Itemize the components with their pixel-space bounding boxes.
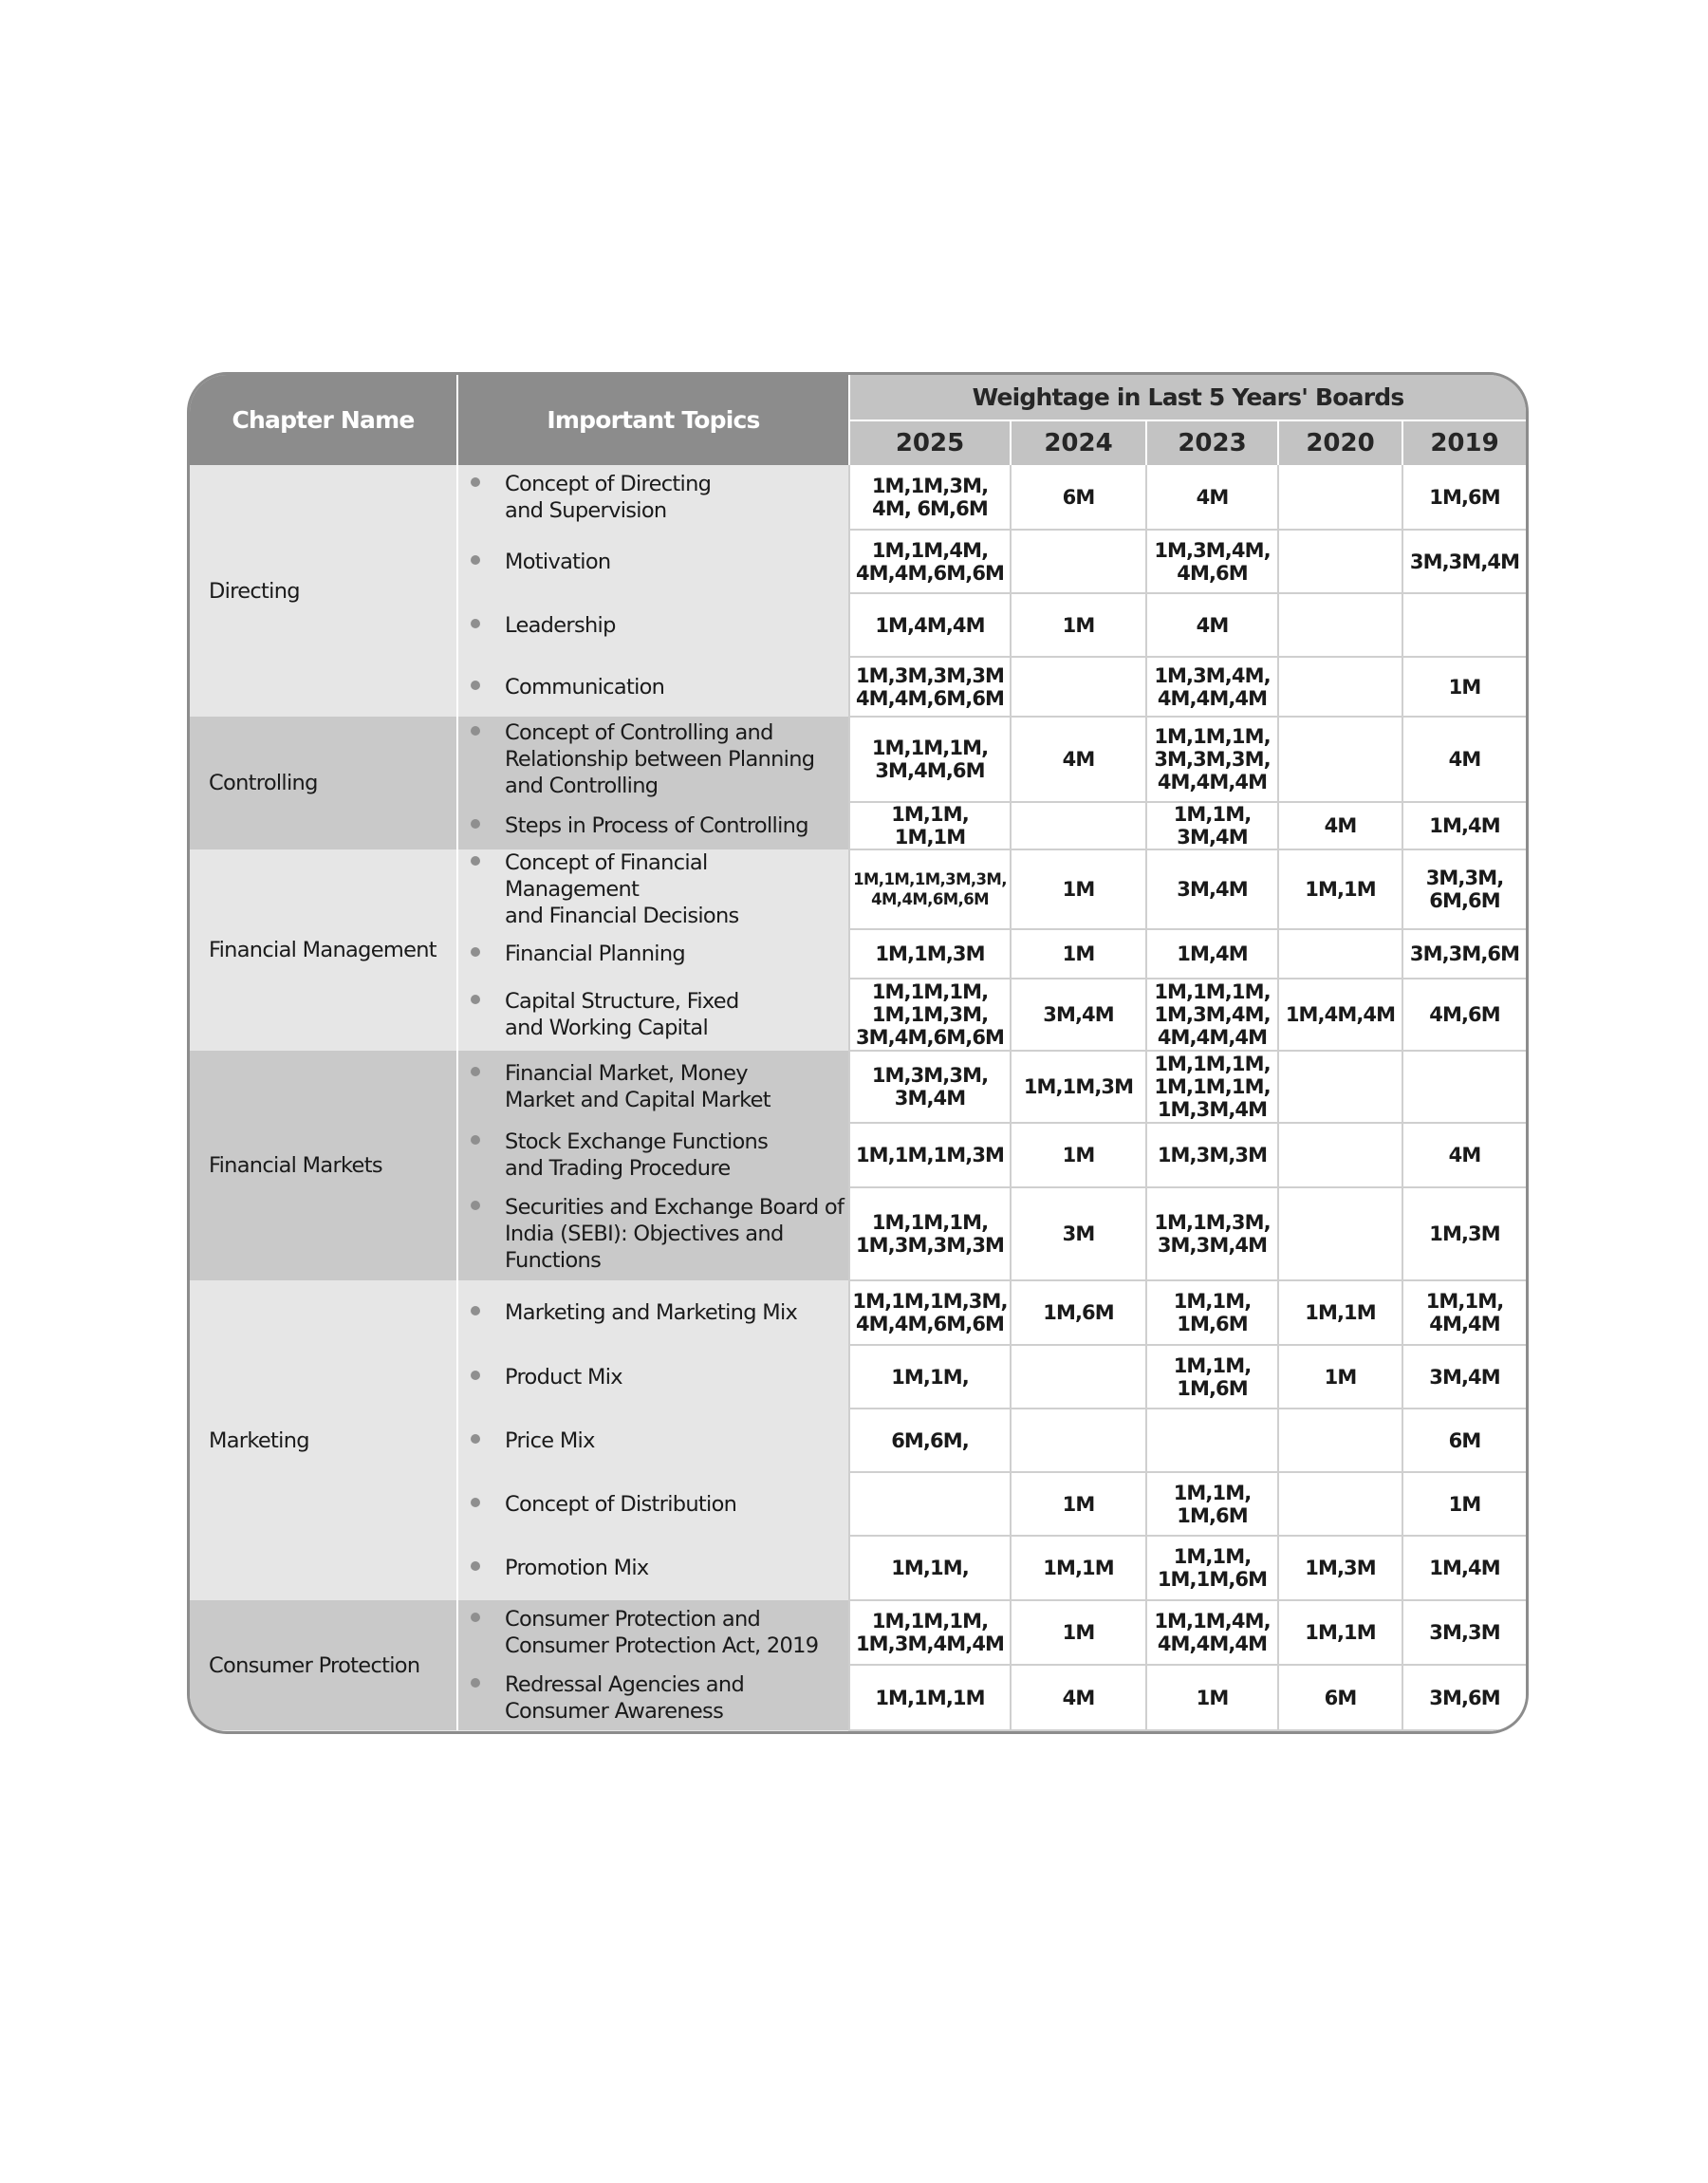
- weightage-cell-2023: 1M,1M, 1M,6M: [1146, 1280, 1278, 1345]
- weightage-cell-2025: 1M,1M,: [849, 1345, 1011, 1409]
- weightage-cell-2020: [1278, 530, 1402, 593]
- weightage-cell-2025: 1M,1M,1M,3M,3M, 4M,4M,6M,6M: [849, 849, 1011, 929]
- bullet-icon: [471, 947, 480, 957]
- topic-cell: [457, 1409, 849, 1472]
- table-body: [190, 465, 1526, 1730]
- weightage-cell-2023: [1146, 1409, 1278, 1472]
- weightage-cell-2019: [1402, 1051, 1526, 1123]
- topic-cell: [457, 929, 849, 979]
- weightage-cell-2025: 1M,1M, 1M,1M: [849, 802, 1011, 849]
- topic-cell: [457, 1665, 849, 1730]
- topic-item: [458, 1060, 848, 1113]
- table-row: [190, 1051, 1526, 1123]
- weightage-cell-2020: [1278, 717, 1402, 802]
- weightage-cell-2025: 1M,1M,4M, 4M,4M,6M,6M: [849, 530, 1011, 593]
- year-header-2024: 2024: [1011, 420, 1146, 465]
- weightage-cell-2019: 4M,6M: [1402, 979, 1526, 1051]
- weightage-cell-2019: 3M,4M: [1402, 1345, 1526, 1409]
- weightage-cell-2023: 1M,4M: [1146, 929, 1278, 979]
- topic-item: [458, 1299, 848, 1326]
- weightage-cell-2020: [1278, 1409, 1402, 1472]
- weightage-cell-2025: 1M,1M,1M, 1M,3M,3M,3M: [849, 1187, 1011, 1280]
- bullet-icon: [471, 726, 480, 736]
- weightage-cell-2023: 1M,1M, 1M,6M: [1146, 1472, 1278, 1536]
- weightage-cell-2023: 1M,1M, 1M,6M: [1146, 1345, 1278, 1409]
- bullet-icon: [471, 555, 480, 565]
- topic-label: Communication: [505, 674, 665, 700]
- weightage-cell-2025: 1M,3M,3M, 3M,4M: [849, 1051, 1011, 1123]
- chapter-name-cell: Directing: [190, 465, 457, 717]
- weightage-cell-2020: 1M,1M: [1278, 849, 1402, 929]
- topic-cell: [457, 1536, 849, 1600]
- weightage-cell-2023: 4M: [1146, 465, 1278, 530]
- topic-label: Financial Planning: [505, 942, 685, 966]
- weightage-cell-2024: 1M: [1011, 849, 1146, 929]
- weightage-cell-2024: 3M: [1011, 1187, 1146, 1280]
- important-topics-header: Important Topics: [457, 375, 849, 465]
- chapter-name-cell: Controlling: [190, 717, 457, 849]
- table-row: [190, 1600, 1526, 1665]
- topic-item: [458, 549, 848, 575]
- weightage-cell-2024: 1M,1M: [1011, 1536, 1146, 1600]
- weightage-cell-2024: [1011, 1409, 1146, 1472]
- weightage-cell-2019: 3M,3M,4M: [1402, 530, 1526, 593]
- weightage-cell-2019: 3M,3M: [1402, 1600, 1526, 1665]
- weightage-cell-2025: 1M,1M,1M,3M, 4M,4M,6M,6M: [849, 1280, 1011, 1345]
- weightage-cell-2019: 1M: [1402, 1472, 1526, 1536]
- topic-cell: [457, 465, 849, 530]
- weightage-cell-2024: 1M: [1011, 1472, 1146, 1536]
- topic-cell: [457, 1051, 849, 1123]
- weightage-cell-2019: 3M,6M: [1402, 1665, 1526, 1730]
- weightage-cell-2019: 1M,1M, 4M,4M: [1402, 1280, 1526, 1345]
- year-header-2025: 2025: [849, 420, 1011, 465]
- topic-label: Concept of Directing and Supervision: [505, 472, 712, 523]
- topic-label: Concept of Distribution: [505, 1491, 737, 1517]
- weightage-cell-2024: 6M: [1011, 465, 1146, 530]
- topic-cell: [457, 657, 849, 717]
- weightage-cell-2020: [1278, 1123, 1402, 1187]
- weightage-cell-2024: 4M: [1011, 717, 1146, 802]
- weightage-cell-2020: [1278, 1051, 1402, 1123]
- topic-label: Concept of Financial Management and Financial Decisions: [505, 850, 739, 928]
- table-row: [190, 1280, 1526, 1345]
- bullet-icon: [471, 1306, 480, 1315]
- weightage-cell-2020: [1278, 657, 1402, 717]
- bullet-icon: [471, 681, 480, 690]
- topic-item: [458, 674, 848, 700]
- weightage-cell-2019: 1M,4M: [1402, 1536, 1526, 1600]
- weightage-cell-2023: 1M,3M,4M, 4M,4M,4M: [1146, 657, 1278, 717]
- weightage-cell-2023: 3M,4M: [1146, 849, 1278, 929]
- bullet-icon: [471, 995, 480, 1004]
- topic-label: Marketing and Marketing Mix: [505, 1300, 798, 1325]
- weightage-header: Weightage in Last 5 Years' Boards: [849, 375, 1526, 420]
- bullet-icon: [471, 1498, 480, 1507]
- weightage-cell-2024: 1M: [1011, 1123, 1146, 1187]
- weightage-cell-2025: 1M,1M,3M: [849, 929, 1011, 979]
- weightage-cell-2024: 1M: [1011, 929, 1146, 979]
- weightage-cell-2025: 6M,6M,: [849, 1409, 1011, 1472]
- weightage-cell-2024: 1M: [1011, 593, 1146, 657]
- weightage-cell-2020: 1M,4M,4M: [1278, 979, 1402, 1051]
- weightage-cell-2023: 1M,1M,1M, 3M,3M,3M, 4M,4M,4M: [1146, 717, 1278, 802]
- topic-label: Financial Market, Money Market and Capital Market: [505, 1061, 770, 1112]
- topic-item: [458, 1129, 848, 1182]
- weightage-cell-2024: 1M,1M,3M: [1011, 1051, 1146, 1123]
- topic-label: Securities and Exchange Board of India (SEBI): Objectives and Functions: [505, 1195, 845, 1273]
- weightage-cell-2019: 1M: [1402, 657, 1526, 717]
- weightage-cell-2020: 1M,3M: [1278, 1536, 1402, 1600]
- weightage-cell-2019: 4M: [1402, 717, 1526, 802]
- weightage-cell-2024: [1011, 657, 1146, 717]
- weightage-cell-2025: 1M,4M,4M: [849, 593, 1011, 657]
- bullet-icon: [471, 1371, 480, 1380]
- weightage-cell-2023: 1M,1M, 3M,4M: [1146, 802, 1278, 849]
- chapter-name-cell: Marketing: [190, 1280, 457, 1600]
- table-row: [190, 717, 1526, 802]
- weightage-cell-2019: 1M,4M: [1402, 802, 1526, 849]
- year-header-2019: 2019: [1402, 420, 1526, 465]
- topic-item: [458, 471, 848, 524]
- weightage-cell-2025: [849, 1472, 1011, 1536]
- topic-label: Concept of Controlling and Relationship between Planning and Controlling: [505, 720, 815, 798]
- weightage-cell-2020: 1M: [1278, 1345, 1402, 1409]
- weightage-cell-2020: 1M,1M: [1278, 1280, 1402, 1345]
- weightage-cell-2023: 1M: [1146, 1665, 1278, 1730]
- weightage-cell-2024: [1011, 1345, 1146, 1409]
- weightage-cell-2019: 1M,6M: [1402, 465, 1526, 530]
- topic-cell: [457, 1187, 849, 1280]
- topic-cell: [457, 1123, 849, 1187]
- weightage-cell-2025: 1M,1M,1M, 1M,3M,4M,4M: [849, 1600, 1011, 1665]
- chapter-name-cell: Financial Markets: [190, 1051, 457, 1280]
- bullet-icon: [471, 1135, 480, 1145]
- topic-item: [458, 941, 848, 967]
- topic-label: Consumer Protection and Consumer Protection Act, 2019: [505, 1607, 819, 1658]
- topic-item: [458, 1671, 848, 1725]
- weightage-cell-2024: [1011, 802, 1146, 849]
- weightage-cell-2024: 3M,4M: [1011, 979, 1146, 1051]
- topic-cell: [457, 802, 849, 849]
- topic-item: [458, 1194, 848, 1274]
- topic-cell: [457, 1345, 849, 1409]
- topic-item: [458, 812, 848, 839]
- topic-item: [458, 1555, 848, 1581]
- weightage-cell-2025: 1M,1M,1M, 1M,1M,3M, 3M,4M,6M,6M: [849, 979, 1011, 1051]
- weightage-cell-2025: 1M,1M,1M: [849, 1665, 1011, 1730]
- topic-label: Promotion Mix: [505, 1556, 649, 1580]
- topic-item: [458, 1364, 848, 1390]
- weightage-cell-2020: [1278, 1187, 1402, 1280]
- chapter-name-header: Chapter Name: [190, 375, 457, 465]
- weightage-cell-2024: 1M: [1011, 1600, 1146, 1665]
- weightage-cell-2020: 4M: [1278, 802, 1402, 849]
- year-header-2023: 2023: [1146, 420, 1278, 465]
- bullet-icon: [471, 477, 480, 487]
- topic-cell: [457, 849, 849, 929]
- weightage-cell-2023: 1M,1M,1M, 1M,1M,1M, 1M,3M,4M: [1146, 1051, 1278, 1123]
- weightage-cell-2025: 1M,3M,3M,3M 4M,4M,6M,6M: [849, 657, 1011, 717]
- topic-item: [458, 612, 848, 639]
- weightage-cell-2025: 1M,1M,: [849, 1536, 1011, 1600]
- topic-item: [458, 1427, 848, 1454]
- weightage-cell-2019: [1402, 593, 1526, 657]
- topic-label: Redressal Agencies and Consumer Awareness: [505, 1671, 745, 1724]
- table-row: [190, 849, 1526, 929]
- topic-label: Leadership: [505, 612, 616, 638]
- weightage-grid: [190, 375, 1526, 1731]
- weightage-cell-2025: 1M,1M,1M, 3M,4M,6M: [849, 717, 1011, 802]
- topic-item: [458, 1606, 848, 1659]
- bullet-icon: [471, 1067, 480, 1076]
- weightage-cell-2023: 1M,1M,3M, 3M,3M,4M: [1146, 1187, 1278, 1280]
- weightage-cell-2020: [1278, 929, 1402, 979]
- weightage-cell-2024: 4M: [1011, 1665, 1146, 1730]
- bullet-icon: [471, 819, 480, 829]
- weightage-cell-2020: [1278, 1472, 1402, 1536]
- topic-cell: [457, 1280, 849, 1345]
- weightage-cell-2019: 3M,3M, 6M,6M: [1402, 849, 1526, 929]
- weightage-cell-2020: 1M,1M: [1278, 1600, 1402, 1665]
- topic-label: Product Mix: [505, 1364, 622, 1390]
- topic-label: Steps in Process of Controlling: [505, 813, 808, 838]
- weightage-cell-2019: 1M,3M: [1402, 1187, 1526, 1280]
- weightage-cell-2020: 6M: [1278, 1665, 1402, 1730]
- bullet-icon: [471, 856, 480, 866]
- weightage-cell-2023: 1M,1M,1M, 1M,3M,4M, 4M,4M,4M: [1146, 979, 1278, 1051]
- topic-cell: [457, 530, 849, 593]
- weightage-cell-2024: [1011, 530, 1146, 593]
- bullet-icon: [471, 1434, 480, 1444]
- topic-item: [458, 849, 848, 929]
- bullet-icon: [471, 1613, 480, 1622]
- topic-cell: [457, 1600, 849, 1665]
- topic-cell: [457, 717, 849, 802]
- weightage-cell-2023: 1M,3M,4M, 4M,6M: [1146, 530, 1278, 593]
- weightage-cell-2020: [1278, 465, 1402, 530]
- table-row: [190, 465, 1526, 530]
- topic-item: [458, 988, 848, 1041]
- bullet-icon: [471, 1678, 480, 1688]
- topic-label: Price Mix: [505, 1427, 595, 1453]
- weightage-cell-2023: 1M,3M,3M: [1146, 1123, 1278, 1187]
- weightage-cell-2025: 1M,1M,3M, 4M, 6M,6M: [849, 465, 1011, 530]
- topic-cell: [457, 593, 849, 657]
- bullet-icon: [471, 1561, 480, 1571]
- weightage-cell-2019: 6M: [1402, 1409, 1526, 1472]
- chapter-name-cell: Financial Management: [190, 849, 457, 1051]
- chapter-name-cell: Consumer Protection: [190, 1600, 457, 1730]
- weightage-cell-2023: 1M,1M, 1M,1M,6M: [1146, 1536, 1278, 1600]
- weightage-cell-2023: 1M,1M,4M, 4M,4M,4M: [1146, 1600, 1278, 1665]
- weightage-cell-2025: 1M,1M,1M,3M: [849, 1123, 1011, 1187]
- topic-label: Capital Structure, Fixed and Working Capital: [505, 989, 739, 1040]
- topic-item: [458, 719, 848, 799]
- weightage-cell-2019: 4M: [1402, 1123, 1526, 1187]
- weightage-cell-2023: 4M: [1146, 593, 1278, 657]
- weightage-cell-2019: 3M,3M,6M: [1402, 929, 1526, 979]
- weightage-table: [187, 372, 1529, 1734]
- topic-item: [458, 1491, 848, 1518]
- topic-label: Motivation: [505, 549, 611, 574]
- weightage-cell-2024: 1M,6M: [1011, 1280, 1146, 1345]
- topic-cell: [457, 979, 849, 1051]
- topic-label: Stock Exchange Functions and Trading Procedure: [505, 1129, 769, 1181]
- bullet-icon: [471, 619, 480, 628]
- topic-cell: [457, 1472, 849, 1536]
- weightage-cell-2020: [1278, 593, 1402, 657]
- year-header-2020: 2020: [1278, 420, 1402, 465]
- bullet-icon: [471, 1201, 480, 1210]
